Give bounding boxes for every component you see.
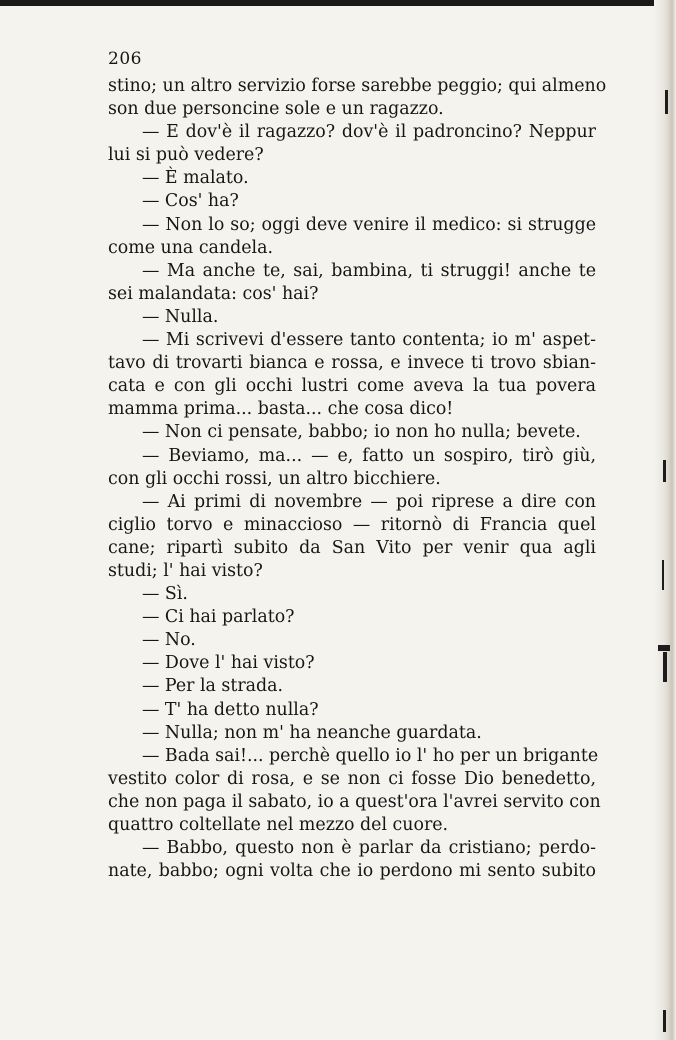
edge-mark-6 <box>663 1010 666 1032</box>
text-line: — Ma anche te, sai, bambina, ti struggi! anche te <box>142 260 596 281</box>
text-line: — Non ci pensate, babbo; io non ho nulla; bevete. <box>142 422 581 443</box>
text-line: tavo di trovarti bianca e rossa, e invece ti trovo sbian- <box>108 353 596 374</box>
text-line: — Babbo, questo non è parlar da cristiano; perdo- <box>142 838 596 859</box>
text-line: lui si può vedere? <box>108 145 264 166</box>
text-line: vestito color di rosa, e se non ci fosse Dio benedetto, <box>108 768 596 789</box>
text-line: studi; l' hai visto? <box>108 560 263 581</box>
text-line: — Ci hai parlato? <box>142 607 295 628</box>
text-line: che non paga il sabato, io a quest'ora l'avrei servito con <box>108 791 601 812</box>
body-text <box>108 75 607 883</box>
text-line: cata e con gli occhi lustri come aveva la tua povera <box>108 376 596 397</box>
text-line: — T' ha detto nulla? <box>142 699 319 720</box>
text-line: come una candela. <box>108 237 274 258</box>
edge-mark-3 <box>662 560 664 590</box>
text-line: stino; un altro servizio forse sarebbe peggio; qui almeno <box>108 76 607 96</box>
text-line: — Dove l' hai visto? <box>142 653 315 674</box>
top-border <box>0 0 676 6</box>
text-line: mamma prima... basta... che cosa dico! <box>108 399 454 420</box>
text-line: sei malandata: cos' hai? <box>108 283 319 304</box>
text-line: — Nulla; non m' ha neanche guardata. <box>142 722 482 743</box>
page-edge <box>654 0 676 1040</box>
edge-mark-4 <box>658 645 670 651</box>
text-line: quattro coltellate nel mezzo del cuore. <box>108 815 449 835</box>
text-line: con gli occhi rossi, un altro bicchiere. <box>108 468 441 489</box>
text-line: — È malato. <box>142 168 249 189</box>
edge-mark-1 <box>665 90 668 114</box>
edge-mark-5 <box>663 652 667 682</box>
text-line: — No. <box>142 630 196 651</box>
edge-mark-2 <box>663 460 666 482</box>
text-line: — Bada sai!... perchè quello io l' ho per un brigante <box>142 745 599 766</box>
text-line: ciglio torvo e minaccioso — ritornò di Francia quel <box>108 514 596 535</box>
text-line: — Beviamo, ma... — e, fatto un sospiro, tirò giù, <box>142 445 596 466</box>
text-line: — Sì. <box>142 584 188 605</box>
text-line: — Ai primi di novembre — poi riprese a dire con <box>142 491 596 512</box>
text-line: — E dov'è il ragazzo? dov'è il padroncino? Neppur <box>142 122 596 143</box>
text-line: — Mi scrivevi d'essere tanto contenta; io m' aspet- <box>142 330 596 351</box>
text-line: — Non lo so; oggi deve venire il medico: si strugge <box>142 214 596 235</box>
page-number: 206 <box>108 49 142 69</box>
text-line: son due personcine sole e un ragazzo. <box>108 99 444 120</box>
text-line: nate, babbo; ogni volta che io perdono mi sento subito <box>108 861 596 882</box>
text-line: — Cos' ha? <box>142 191 239 212</box>
text-line: — Per la strada. <box>142 676 284 697</box>
text-line: — Nulla. <box>142 306 219 327</box>
text-line: cane; ripartì subito da San Vito per venir qua agli <box>108 537 596 558</box>
